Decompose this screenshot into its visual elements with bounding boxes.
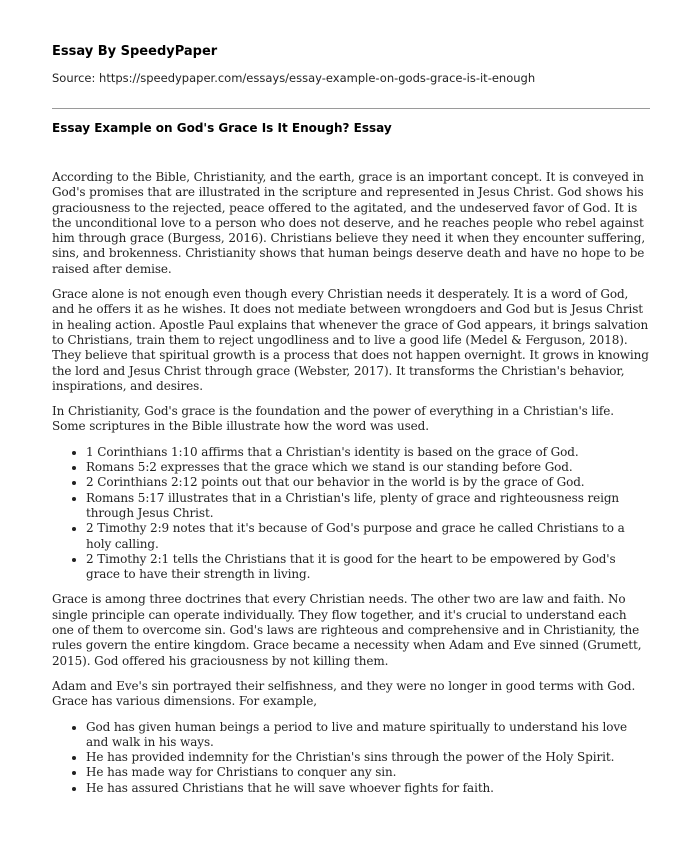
paragraph-3: In Christianity, God's grace is the foundation and the power of everything in a Christian's life. Some scriptures in the Bible illustrate how the word was used. (52, 404, 614, 434)
list-item: • 2 Timothy 2:9 notes that it's because of God's purpose and grace he called Christians to a holy calling. (86, 521, 650, 552)
grace-dimensions-list (52, 720, 650, 796)
paragraph-5: Adam and Eve's sin portrayed their selfishness, and they were no longer in good terms with God. Grace has various dimensions. For example, (52, 678, 636, 709)
paragraph-4: Grace is among three doctrines that every Christian needs. The other two are law and faith. No single principle can operate individually. They flow together, and it's crucial to understand each one of them to overcome sin. God's laws are righteous and comprehensive and in Christianity, the rules govern the entire kingdom. Grace became a necessity when Adam and Eve sinned (Grumett, 2015). God offered his graciousness by not killing them. (52, 592, 642, 668)
essay-title: Essay Example on God's Grace Is It Enough? Essay (52, 121, 392, 135)
list-item: • Romans 5:17 illustrates that in a Christian's life, plenty of grace and righteousness reign through Jesus Christ. (86, 491, 650, 522)
list-item: • He has assured Christians that he will save whoever fights for faith. (86, 781, 650, 796)
list-item: • God has given human beings a period to live and mature spiritually to understand his love and walk in his ways. (86, 720, 650, 751)
paragraph-1: According to the Bible, Christianity, and the earth, grace is an important concept. It is conveyed in God's promises that are illustrated in the scripture and represented in Jesus Christ. God shows his graciousness to the rejected, peace offered to the agitated, and the undeserved favor of God. It is the unconditional love to a person who does not deserve, and he reaches people who rebel against him through grace (Burgess, 2016). Christians believe they need it when they encounter suffering, sins, and brokenness. Christianity shows that human beings deserve death and have no hope to be raised after demise. (52, 170, 646, 276)
list-item: • 1 Corinthians 1:10 affirms that a Christian's identity is based on the grace of God. (86, 445, 650, 460)
essay-body (52, 170, 650, 806)
list-item: • 2 Timothy 2:1 tells the Christians that it is good for the heart to be empowered by God's grace to have their strength in living. (86, 552, 650, 583)
paragraph-2: Grace alone is not enough even though every Christian needs it desperately. It is a word of God, and he offers it as he wishes. It does not mediate between wrongdoers and God but is Jesus Christ in healing action. Apostle Paul explains that whenever the grace of God appears, it brings salvation to Christians, train them to reject ungodliness and to live a good life (Medel & Ferguson, 2018). They believe that spiritual growth is a process that does not happen overnight. It grows in knowing the lord and Jesus Christ through grace (Webster, 2017). It transforms the Christian's behavior, inspirations, and desires. (52, 287, 649, 393)
brand-heading: Essay By SpeedyPaper (52, 44, 218, 59)
divider (52, 108, 650, 109)
list-item: • He has provided indemnity for the Christian's sins through the power of the Holy Spirit. (86, 750, 650, 765)
list-item: • 2 Corinthians 2:12 points out that our behavior in the world is by the grace of God. (86, 475, 650, 490)
list-item: • Romans 5:2 expresses that the grace which we stand is our standing before God. (86, 460, 650, 475)
list-item: • He has made way for Christians to conquer any sin. (86, 765, 650, 780)
scripture-list (52, 445, 650, 583)
source-line: Source: https://speedypaper.com/essays/essay-example-on-gods-grace-is-it-enough (52, 71, 536, 85)
